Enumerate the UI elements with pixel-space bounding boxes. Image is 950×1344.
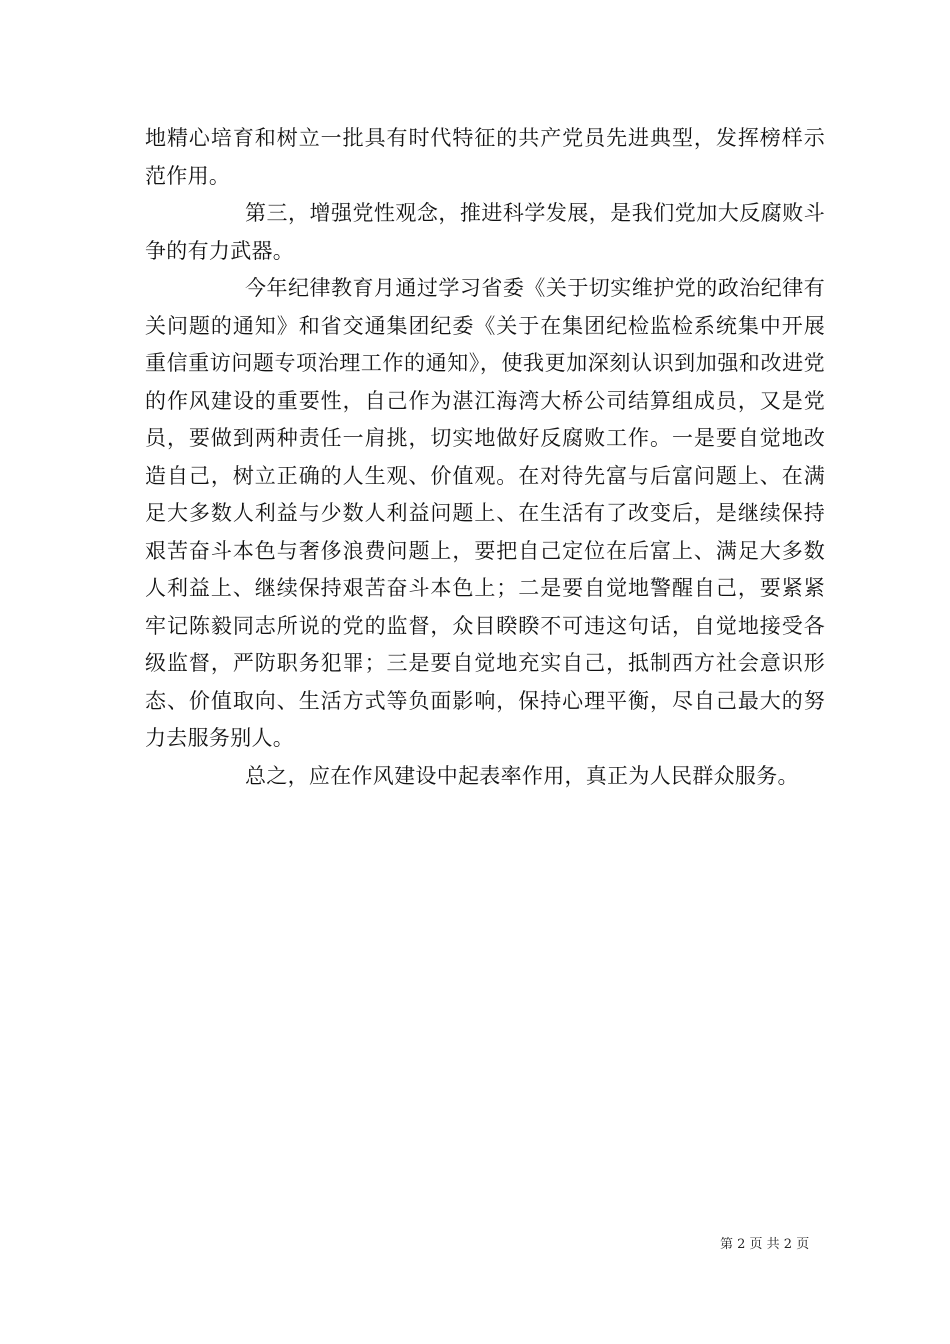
paragraph-conclusion: 总之，应在作风建设中起表率作用，真正为人民群众服务。 xyxy=(245,763,799,788)
paragraph-discipline-education: 今年纪律教育月通过学习省委《关于切实维护党的政治纪律有关问题的通知》和省交通集团纪委《关于在集团纪检监检系统集中开展重信重访问题专项治理工作的通知》，使我更加深刻认识到加强和改进党的作风建设的重要性，自己作为湛江海湾大桥公司结算组成员，又是党员，要做到两种责任一肩挑，切实地做好反腐败工作。一是要自觉地改造自己，树立正确的人生观、价值观。在对待先富与后富问题上、在满足大多数人利益与少数人利益问题上、在生活有了改变后，是继续保持艰苦奋斗本色与奢侈浪费问题上，要把自己定位在后富上、满足大多数人利益上、继续保持艰苦奋斗本色上；二是要自觉地警醒自己，要紧紧牢记陈毅同志所说的党的监督，众目睽睽不可违这句话，自觉地接受各级监督，严防职务犯罪；三是要自觉地充实自己，抵制西方社会意识形态、价值取向、生活方式等负面影响，保持心理平衡，尽自己最大的努力去服务别人。 xyxy=(145,276,825,750)
document-body xyxy=(145,120,825,795)
page-number-footer: 第 2 页 共 2 页 xyxy=(720,1237,810,1252)
paragraph-third-point: 第三，增强党性观念，推进科学发展，是我们党加大反腐败斗争的有力武器。 xyxy=(145,201,825,263)
paragraph-continuation: 地精心培育和树立一批具有时代特征的共产党员先进典型，发挥榜样示范作用。 xyxy=(145,126,825,188)
